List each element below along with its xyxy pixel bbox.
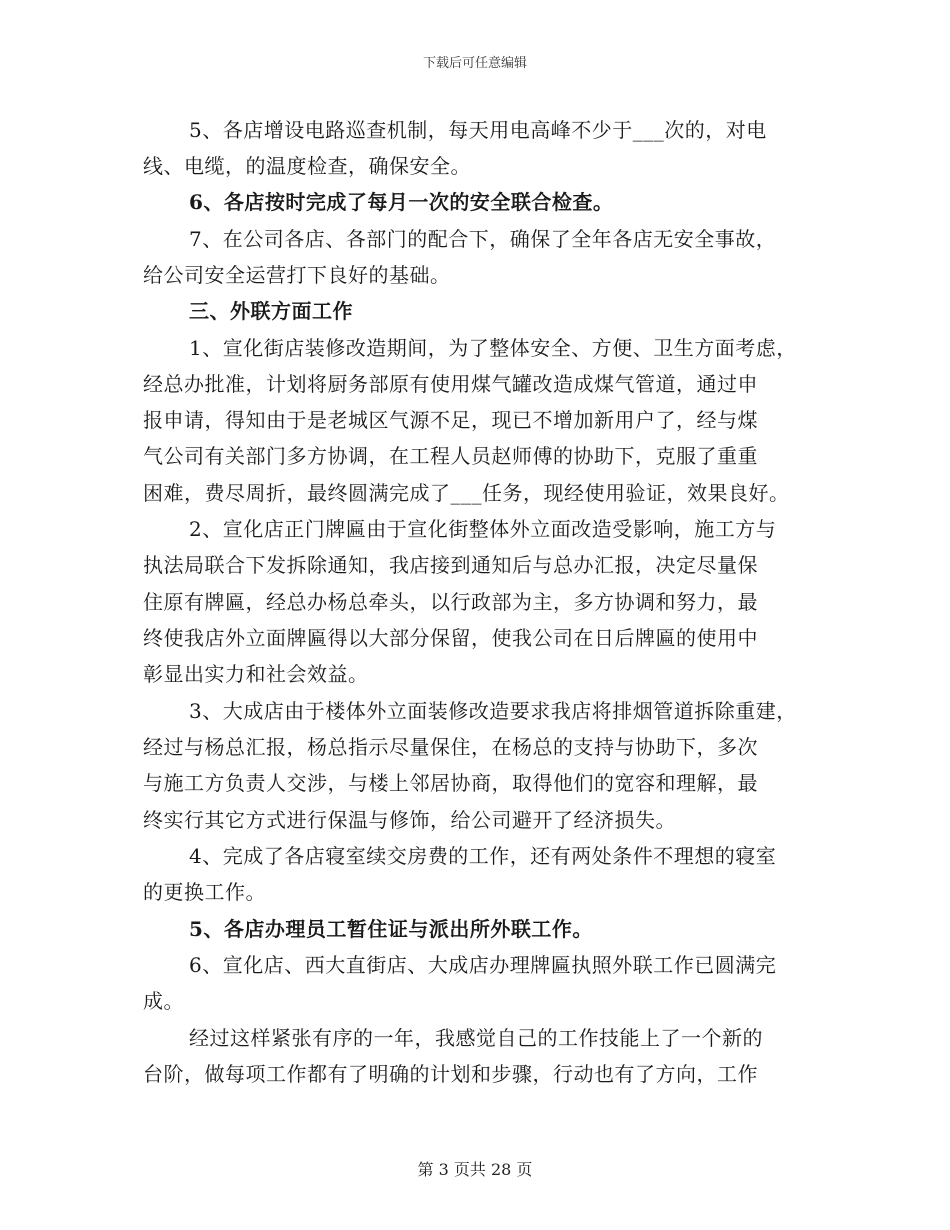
text-line: 线、电缆，的温度检查，确保安全。: [143, 154, 471, 178]
text-line: 困难，费尽周折，最终圆满完成了___任务，现经使用验证，效果良好。: [143, 481, 790, 505]
text-line: 7、在公司各店、各部门的配合下，确保了全年各店无安全事故，: [189, 227, 777, 251]
text-line: 2、宣化店正门牌匾由于宣化街整体外立面改造受影响，施工方与: [189, 517, 777, 541]
text-line: 经总办批准，计划将厨务部原有使用煤气罐改造成煤气管道，通过申: [143, 372, 758, 396]
text-line: 终实行其它方式进行保温与修饰，给公司避开了经济损失。: [143, 808, 676, 832]
text-line: 的更换工作。: [143, 880, 266, 904]
text-line: 1、宣化街店装修改造期间，为了整体安全、方便、卫生方面考虑，: [189, 336, 797, 360]
text-line: 彰显出实力和社会效益。: [143, 662, 369, 686]
section-heading: 三、外联方面工作: [189, 299, 353, 323]
text-line: 经过这样紧张有序的一年，我感觉自己的工作技能上了一个新的: [189, 1026, 763, 1050]
text-line: 3、大成店由于楼体外立面装修改造要求我店将排烟管道拆除重建，: [189, 699, 797, 723]
text-line: 给公司安全运营打下良好的基础。: [143, 263, 451, 287]
text-line: 执法局联合下发拆除通知，我店接到通知后与总办汇报，决定尽量保: [143, 553, 758, 577]
text-line: 住原有牌匾，经总办杨总牵头，以行政部为主，多方协调和努力，最: [143, 590, 758, 614]
page-header: 下载后可任意编辑: [422, 56, 527, 71]
page-footer: 第 3 页共 28 页: [417, 1160, 533, 1179]
text-line: 经过与杨总汇报，杨总指示尽量保住，在杨总的支持与协助下，多次: [143, 735, 758, 759]
text-line: 成。: [143, 989, 184, 1013]
text-line: 5、各店办理员工暂住证与派出所外联工作。: [189, 917, 593, 941]
text-line: 终使我店外立面牌匾得以大部分保留，使我公司在日后牌匾的使用中: [143, 626, 758, 650]
text-line: 6、宣化店、西大直街店、大成店办理牌匾执照外联工作已圆满完: [189, 953, 777, 977]
text-line: 4、完成了各店寝室续交房费的工作，还有两处条件不理想的寝室: [189, 844, 777, 868]
text-line: 气公司有关部门多方协调，在工程人员赵师傅的协助下，克服了重重: [143, 444, 758, 468]
text-line: 5、各店增设电路巡查机制，每天用电高峰不少于___次的，对电: [189, 118, 767, 142]
text-line: 报申请，得知由于是老城区气源不足，现已不增加新用户了，经与煤: [143, 408, 758, 432]
text-line: 与施工方负责人交涉，与楼上邻居协商，取得他们的宽容和理解，最: [143, 771, 758, 795]
text-line: 6、各店按时完成了每月一次的安全联合检查。: [189, 190, 614, 214]
text-line: 台阶，做每项工作都有了明确的计划和步骤，行动也有了方向，工作: [143, 1062, 758, 1086]
